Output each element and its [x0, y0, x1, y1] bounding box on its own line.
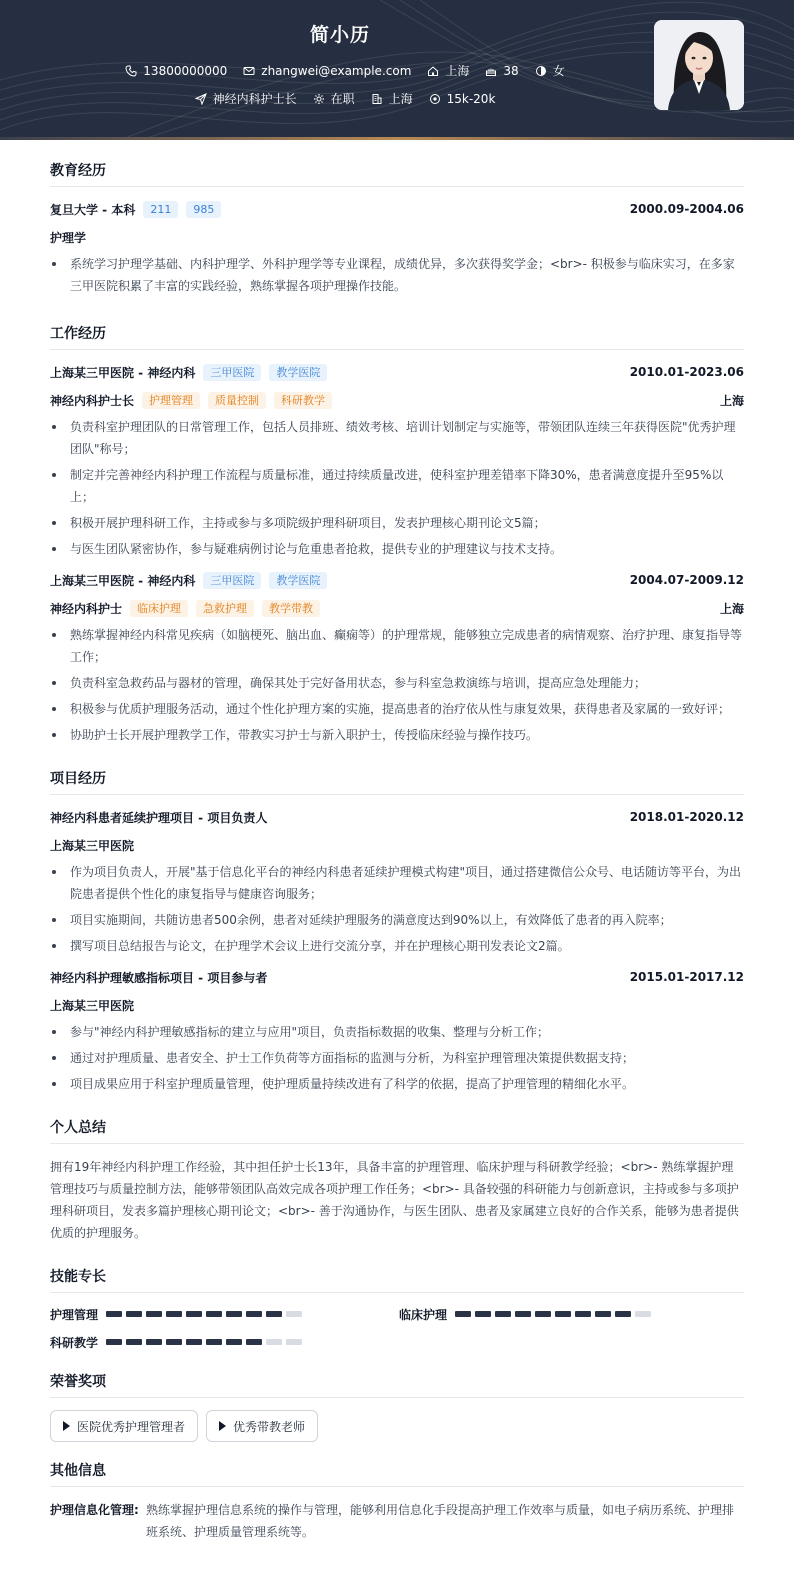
- play-icon: [219, 1421, 226, 1431]
- awards-title: 荣誉奖项: [50, 1371, 744, 1398]
- project-header: [50, 967, 744, 987]
- education-header: [50, 199, 744, 219]
- skill-tag: 质量控制: [208, 392, 266, 409]
- location-value: 上海: [445, 64, 470, 78]
- work-bullets: [50, 624, 744, 746]
- skill-level-segment: [126, 1311, 142, 1317]
- list-item: 积极开展护理科研工作，主持或参与多项院级护理科研项目，发表护理核心期刊论文5篇；: [50, 512, 744, 534]
- skill-level-bar: [455, 1311, 655, 1317]
- skill-level-segment: [515, 1311, 531, 1317]
- skill-level-segment: [146, 1339, 162, 1345]
- skills-grid: [50, 1305, 744, 1351]
- other-title: 其他信息: [50, 1460, 744, 1487]
- summary-section: [50, 1117, 744, 1244]
- skill-tag: 教学带教: [262, 600, 320, 617]
- work-header: [50, 362, 744, 382]
- skill-level-segment: [266, 1311, 282, 1317]
- project-header: [50, 807, 744, 827]
- gender-value: 女: [552, 64, 565, 78]
- list-item: 项目实施期间，共随访患者500余例，患者对延续护理服务的满意度达到90%以上，有效降低了患者的再入院率；: [50, 909, 744, 931]
- work-title: 工作经历: [50, 323, 744, 350]
- education-bullets: [50, 253, 744, 297]
- company-tag: 三甲医院: [203, 364, 261, 381]
- company-tag: 三甲医院: [203, 572, 261, 589]
- position-name: 神经内科护士长: [50, 393, 135, 408]
- work-bullets: [50, 416, 744, 560]
- resume-body: [50, 160, 744, 1561]
- project-bullets: [50, 1021, 744, 1095]
- skills-title: 技能专长: [50, 1266, 744, 1293]
- mail-icon: [243, 65, 255, 77]
- salary-value: 15k-20k: [446, 91, 496, 106]
- phone-info: [125, 64, 227, 78]
- target-city-value: 上海: [388, 92, 413, 106]
- company-tag: 教学医院: [269, 364, 327, 381]
- skill-level-segment: [186, 1339, 202, 1345]
- skill-level-segment: [286, 1311, 302, 1317]
- list-item: 作为项目负责人，开展"基于信息化平台的神经内科患者延续护理模式构建"项目，通过搭建微信公众号、电话随访等平台，为出院患者提供个性化的康复指导与健康咨询服务；: [50, 861, 744, 905]
- education-date: 2000.09-2004.06: [629, 202, 744, 216]
- work-date: 2010.01-2023.06: [629, 365, 744, 379]
- project-entry: [50, 807, 744, 957]
- list-item: 制定并完善神经内科护理工作流程与质量标准，通过持续质量改进，使科室护理差错率下降30%，患者满意度提升至95%以上；: [50, 464, 744, 508]
- list-item: 积极参与优质护理服务活动，通过个性化护理方案的实施，提高患者的治疗依从性与康复效果，获得患者及家属的一致好评；: [50, 698, 744, 720]
- project-org: 上海某三甲医院: [50, 998, 135, 1013]
- company-name: 上海某三甲医院 - 神经内科: [50, 573, 196, 588]
- status-value: 在职: [330, 92, 355, 106]
- avatar: [654, 20, 744, 110]
- list-item: 与医生团队紧密协作，参与疑难病例讨论与危重患者抢救，提供专业的护理建议与技术支持。: [50, 538, 744, 560]
- other-row: [50, 1499, 744, 1543]
- list-item: 负责科室急救药品与器材的管理，确保其处于完好备用状态，参与科室急救演练与培训，提高应急处理能力；: [50, 672, 744, 694]
- list-item: 通过对护理质量、患者安全、护士工作负荷等方面指标的监测与分析，为科室护理管理决策提供数据支持；: [50, 1047, 744, 1069]
- gender-info: [535, 62, 565, 79]
- school-name: 复旦大学 - 本科: [50, 202, 136, 217]
- skill-name: 护理管理: [50, 1307, 99, 1322]
- skill-level-bar: [106, 1311, 306, 1317]
- list-item: 参与"神经内科护理敏感指标的建立与应用"项目，负责指标数据的收集、整理与分析工作；: [50, 1021, 744, 1043]
- work-entry: [50, 570, 744, 746]
- work-section: [50, 323, 744, 746]
- work-date: 2004.07-2009.12: [629, 573, 744, 587]
- skill-name: 临床护理: [399, 1307, 448, 1322]
- position-row: [50, 390, 744, 410]
- phone-value: 13800000000: [143, 63, 228, 78]
- job-target-info: [195, 90, 297, 107]
- position-name: 神经内科护士: [50, 601, 123, 616]
- skill-item: [50, 1333, 399, 1351]
- project-org-row: [50, 835, 744, 855]
- job-intention-row: [0, 90, 690, 107]
- skill-level-segment: [615, 1311, 631, 1317]
- work-header: [50, 570, 744, 590]
- salary-info: [429, 92, 496, 106]
- skill-level-segment: [286, 1339, 302, 1345]
- awards-list: [50, 1410, 744, 1442]
- skill-level-segment: [186, 1311, 202, 1317]
- send-icon: [195, 93, 207, 105]
- school-tag: 985: [186, 201, 221, 218]
- award-item: [206, 1410, 318, 1442]
- job-target-value: 神经内科护士长: [212, 92, 297, 106]
- list-item: 协助护士长开展护理教学工作，带教实习护士与新入职护士，传授临床经验与操作技巧。: [50, 724, 744, 746]
- skill-tag: 急救护理: [196, 600, 254, 617]
- gender-icon: [535, 65, 547, 77]
- skill-level-segment: [166, 1311, 182, 1317]
- skill-level-segment: [246, 1339, 262, 1345]
- location-info: [427, 62, 469, 79]
- skill-level-segment: [126, 1339, 142, 1345]
- skill-level-segment: [455, 1311, 471, 1317]
- project-date: 2015.01-2017.12: [629, 970, 744, 984]
- target-city-info: [371, 90, 413, 107]
- skill-level-segment: [226, 1311, 242, 1317]
- home-icon: [427, 65, 439, 77]
- summary-text: 拥有19年神经内科护理工作经验，其中担任护士长13年，具备丰富的护理管理、临床护理与科研教学经验；<br>- 熟练掌握护理管理技巧与质量控制方法，能够带领团队高效完成各项护理工作任务；<br>- 具备较强的科研能力与创新意识，主持或参与多项护理科研项目，发表多篇护理核心期刊论文；<br>- 善于沟通协作，与医生团队、患者及家属建立良好的合作关系，能够为患者提供优质的护理服务。: [50, 1160, 739, 1240]
- skill-level-segment: [595, 1311, 611, 1317]
- skill-level-segment: [106, 1339, 122, 1345]
- major-name: 护理学: [50, 230, 87, 245]
- age-value: 38: [503, 63, 519, 78]
- money-icon: [429, 93, 441, 105]
- resume-header: [0, 0, 794, 140]
- candidate-name: 简小历: [309, 24, 370, 46]
- skill-tag: 护理管理: [142, 392, 200, 409]
- project-bullets: [50, 861, 744, 957]
- education-section: [50, 160, 744, 297]
- skill-level-segment: [146, 1311, 162, 1317]
- profile-photo: [654, 20, 744, 110]
- award-label: 医院优秀护理管理者: [77, 1419, 186, 1434]
- project-org-row: [50, 995, 744, 1015]
- skill-level-segment: [575, 1311, 591, 1317]
- project-name: 神经内科患者延续护理项目 - 项目负责人: [50, 810, 268, 825]
- project-title: 项目经历: [50, 768, 744, 795]
- skill-name: 科研教学: [50, 1335, 99, 1350]
- skill-level-segment: [266, 1339, 282, 1345]
- skill-tag: 临床护理: [130, 600, 188, 617]
- skill-level-segment: [246, 1311, 262, 1317]
- position-row: [50, 598, 744, 618]
- skill-level-segment: [475, 1311, 491, 1317]
- skill-item: [399, 1305, 744, 1323]
- building-icon: [371, 93, 383, 105]
- list-item: 撰写项目总结报告与论文，在护理学术会议上进行交流分享，并在护理核心期刊发表论文2篇。: [50, 935, 744, 957]
- company-tag: 教学医院: [269, 572, 327, 589]
- contact-row: [0, 62, 690, 79]
- skill-level-segment: [555, 1311, 571, 1317]
- status-info: [313, 90, 355, 107]
- other-text: 熟练掌握护理信息系统的操作与管理，能够利用信息化手段提高护理工作效率与质量，如电子病历系统、护理排班系统、护理质量管理系统等。: [146, 1503, 735, 1539]
- education-title: 教育经历: [50, 160, 744, 187]
- skill-level-segment: [495, 1311, 511, 1317]
- list-item: 系统学习护理学基础、内科护理学、外科护理学等专业课程，成绩优异，多次获得奖学金；<br>- 积极参与临床实习，在多家三甲医院积累了丰富的实践经验，熟练掌握各项护理操作技能。: [50, 253, 744, 297]
- project-org: 上海某三甲医院: [50, 838, 135, 853]
- phone-icon: [125, 65, 137, 77]
- skill-tag: 科研教学: [274, 392, 332, 409]
- work-entry: [50, 362, 744, 560]
- work-city: 上海: [719, 601, 744, 616]
- header-divider: [0, 137, 794, 140]
- gear-icon: [313, 93, 325, 105]
- project-entry: [50, 967, 744, 1095]
- skill-level-segment: [106, 1311, 122, 1317]
- skill-level-segment: [226, 1339, 242, 1345]
- skill-level-bar: [106, 1339, 306, 1345]
- email-value: zhangwei@example.com: [261, 63, 412, 78]
- skill-level-segment: [635, 1311, 651, 1317]
- age-info: [485, 64, 518, 78]
- project-section: [50, 768, 744, 1095]
- other-label: 护理信息化管理:: [50, 1503, 139, 1517]
- skill-item: [50, 1305, 399, 1323]
- other-section: [50, 1460, 744, 1543]
- list-item: 熟练掌握神经内科常见疾病（如脑梗死、脑出血、癫痫等）的护理常规，能够独立完成患者的病情观察、治疗护理、康复指导等工作；: [50, 624, 744, 668]
- cake-icon: [485, 65, 497, 77]
- skill-level-segment: [166, 1339, 182, 1345]
- skill-level-segment: [206, 1339, 222, 1345]
- major-row: [50, 227, 744, 247]
- skill-level-segment: [535, 1311, 551, 1317]
- email-info: [243, 64, 411, 78]
- skill-level-segment: [206, 1311, 222, 1317]
- award-item: [50, 1410, 198, 1442]
- list-item: 项目成果应用于科室护理质量管理，使护理质量持续改进有了科学的依据，提高了护理管理的精细化水平。: [50, 1073, 744, 1095]
- play-icon: [63, 1421, 70, 1431]
- school-tag: 211: [143, 201, 178, 218]
- awards-section: [50, 1371, 744, 1442]
- award-label: 优秀带教老师: [233, 1419, 306, 1434]
- project-date: 2018.01-2020.12: [629, 810, 744, 824]
- summary-title: 个人总结: [50, 1117, 744, 1144]
- skills-section: [50, 1266, 744, 1351]
- list-item: 负责科室护理团队的日常管理工作，包括人员排班、绩效考核、培训计划制定与实施等，带领团队连续三年获得医院"优秀护理团队"称号；: [50, 416, 744, 460]
- project-name: 神经内科护理敏感指标项目 - 项目参与者: [50, 970, 268, 985]
- work-city: 上海: [719, 393, 744, 408]
- company-name: 上海某三甲医院 - 神经内科: [50, 365, 196, 380]
